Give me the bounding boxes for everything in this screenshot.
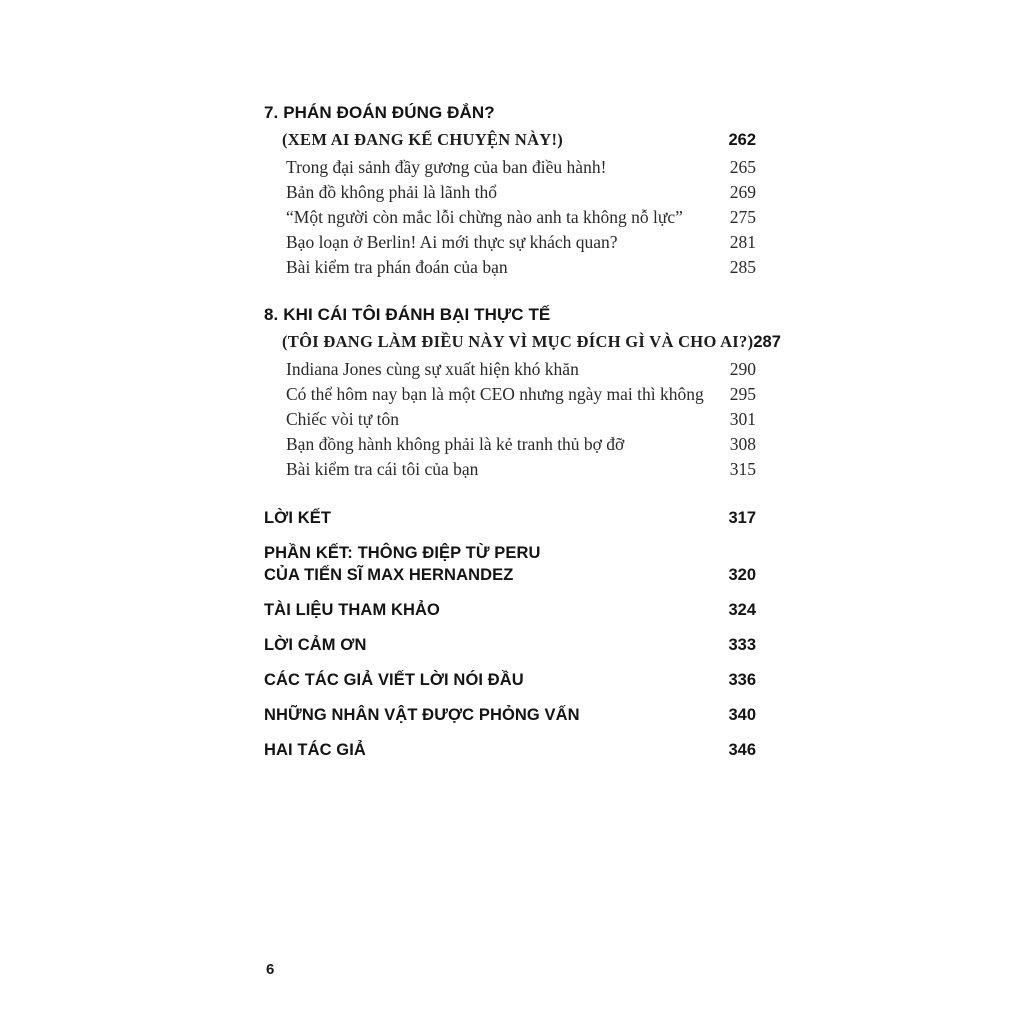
toc-entry bbox=[286, 180, 756, 205]
toc-entry-page-number: 317 bbox=[728, 509, 756, 527]
toc-entry-page-number: 340 bbox=[728, 706, 756, 724]
toc-entry-page-number: 324 bbox=[728, 601, 756, 619]
toc-entry-label: Trong đại sảnh đầy gương của ban điều hành! bbox=[286, 157, 607, 177]
chapter-7-page-number: 262 bbox=[728, 131, 756, 149]
toc-entry-label-line: LỜI KẾT bbox=[264, 509, 332, 527]
toc-entry bbox=[286, 457, 756, 482]
toc-entry bbox=[264, 669, 756, 691]
toc-entry bbox=[264, 704, 756, 726]
chapter-8-heading: 8. KHI CÁI TÔI ĐÁNH BẠI THỰC TẾ bbox=[264, 305, 551, 324]
toc-entry-label bbox=[264, 542, 541, 586]
folio-page-number: 6 bbox=[266, 961, 275, 978]
toc-entry-label-line: HAI TÁC GIẢ bbox=[264, 741, 366, 759]
toc-entry-label bbox=[264, 507, 331, 529]
toc-entry bbox=[286, 255, 756, 280]
toc-entry bbox=[286, 155, 756, 180]
toc-entry-label: Bản đồ không phải là lãnh thổ bbox=[286, 182, 497, 202]
toc-section-chapter-7 bbox=[264, 102, 756, 280]
chapter-8-subtitle-row bbox=[264, 332, 781, 352]
toc-entry-label bbox=[264, 669, 524, 691]
chapter-7-subtitle-row bbox=[264, 130, 756, 150]
toc-entry-page-number: 346 bbox=[728, 741, 756, 759]
toc-end-matter bbox=[264, 507, 756, 761]
toc-entry bbox=[286, 432, 756, 457]
toc-entry-page-number: 275 bbox=[729, 207, 756, 227]
chapter-8-subtitle: (TÔI ĐANG LÀM ĐIỀU NÀY VÌ MỤC ĐÍCH GÌ VÀ CHO AI?) bbox=[282, 332, 754, 351]
toc-entry-label: Bài kiểm tra cái tôi của bạn bbox=[286, 459, 479, 479]
toc-entry-page-number: 333 bbox=[728, 636, 756, 654]
toc-entry-page-number: 265 bbox=[729, 157, 756, 177]
toc-entry-page-number: 336 bbox=[728, 671, 756, 689]
toc-entry-label-line: CỦA TIẾN SĨ MAX HERNANDEZ bbox=[264, 566, 514, 584]
toc-entry bbox=[264, 542, 756, 586]
toc-entry-page-number: 281 bbox=[729, 232, 756, 252]
toc-entry-label bbox=[264, 739, 366, 761]
toc-entry bbox=[286, 407, 756, 432]
toc-entry-label bbox=[264, 599, 440, 621]
table-of-contents bbox=[264, 102, 781, 774]
toc-entry-page-number: 290 bbox=[729, 359, 756, 379]
toc-entry bbox=[264, 599, 756, 621]
toc-entry-label: Chiếc vòi tự tôn bbox=[286, 409, 400, 429]
toc-entry-page-number: 308 bbox=[729, 434, 756, 454]
toc-entry-page-number: 315 bbox=[729, 459, 756, 479]
chapter-7-items bbox=[264, 155, 756, 280]
toc-entry-label: Có thể hôm nay bạn là một CEO nhưng ngày mai thì không bbox=[286, 384, 704, 404]
chapter-7-subtitle: (XEM AI ĐANG KỂ CHUYỆN NÀY!) bbox=[282, 130, 564, 149]
toc-entry bbox=[286, 230, 756, 255]
toc-entry-label bbox=[264, 634, 366, 656]
toc-entry-label bbox=[264, 704, 580, 726]
toc-entry bbox=[264, 739, 756, 761]
chapter-8-items bbox=[264, 357, 756, 482]
toc-entry bbox=[264, 507, 756, 529]
toc-entry-page-number: 285 bbox=[729, 257, 756, 277]
chapter-8-page-number: 287 bbox=[753, 333, 781, 351]
toc-entry-label: Bạo loạn ở Berlin! Ai mới thực sự khách quan? bbox=[286, 232, 618, 252]
toc-entry-label-line: NHỮNG NHÂN VẬT ĐƯỢC PHỎNG VẤN bbox=[264, 706, 580, 724]
toc-entry-page-number: 301 bbox=[729, 409, 756, 429]
toc-section-chapter-8 bbox=[264, 304, 781, 482]
toc-entry bbox=[286, 357, 756, 382]
toc-entry-label-line: TÀI LIỆU THAM KHẢO bbox=[264, 601, 440, 619]
toc-entry-label: Bài kiểm tra phán đoán của bạn bbox=[286, 257, 508, 277]
toc-entry-label-line: LỜI CẢM ƠN bbox=[264, 636, 367, 654]
toc-entry-label: Indiana Jones cùng sự xuất hiện khó khăn bbox=[286, 359, 579, 379]
toc-entry bbox=[264, 634, 756, 656]
toc-entry-label: Bạn đồng hành không phải là kẻ tranh thủ bợ đỡ bbox=[286, 434, 625, 454]
toc-entry-label: “Một người còn mắc lỗi chừng nào anh ta không nỗ lực” bbox=[286, 207, 683, 227]
toc-entry-label-line: CÁC TÁC GIẢ VIẾT LỜI NÓI ĐẦU bbox=[264, 671, 524, 689]
toc-entry-page-number: 320 bbox=[728, 566, 756, 584]
chapter-7-heading: 7. PHÁN ĐOÁN ĐÚNG ĐẮN? bbox=[264, 103, 495, 122]
toc-entry bbox=[286, 382, 756, 407]
toc-entry-page-number: 269 bbox=[729, 182, 756, 202]
toc-entry-page-number: 295 bbox=[729, 384, 756, 404]
toc-entry bbox=[286, 205, 756, 230]
toc-entry-label-line: PHẦN KẾT: THÔNG ĐIỆP TỪ PERU bbox=[264, 544, 541, 562]
